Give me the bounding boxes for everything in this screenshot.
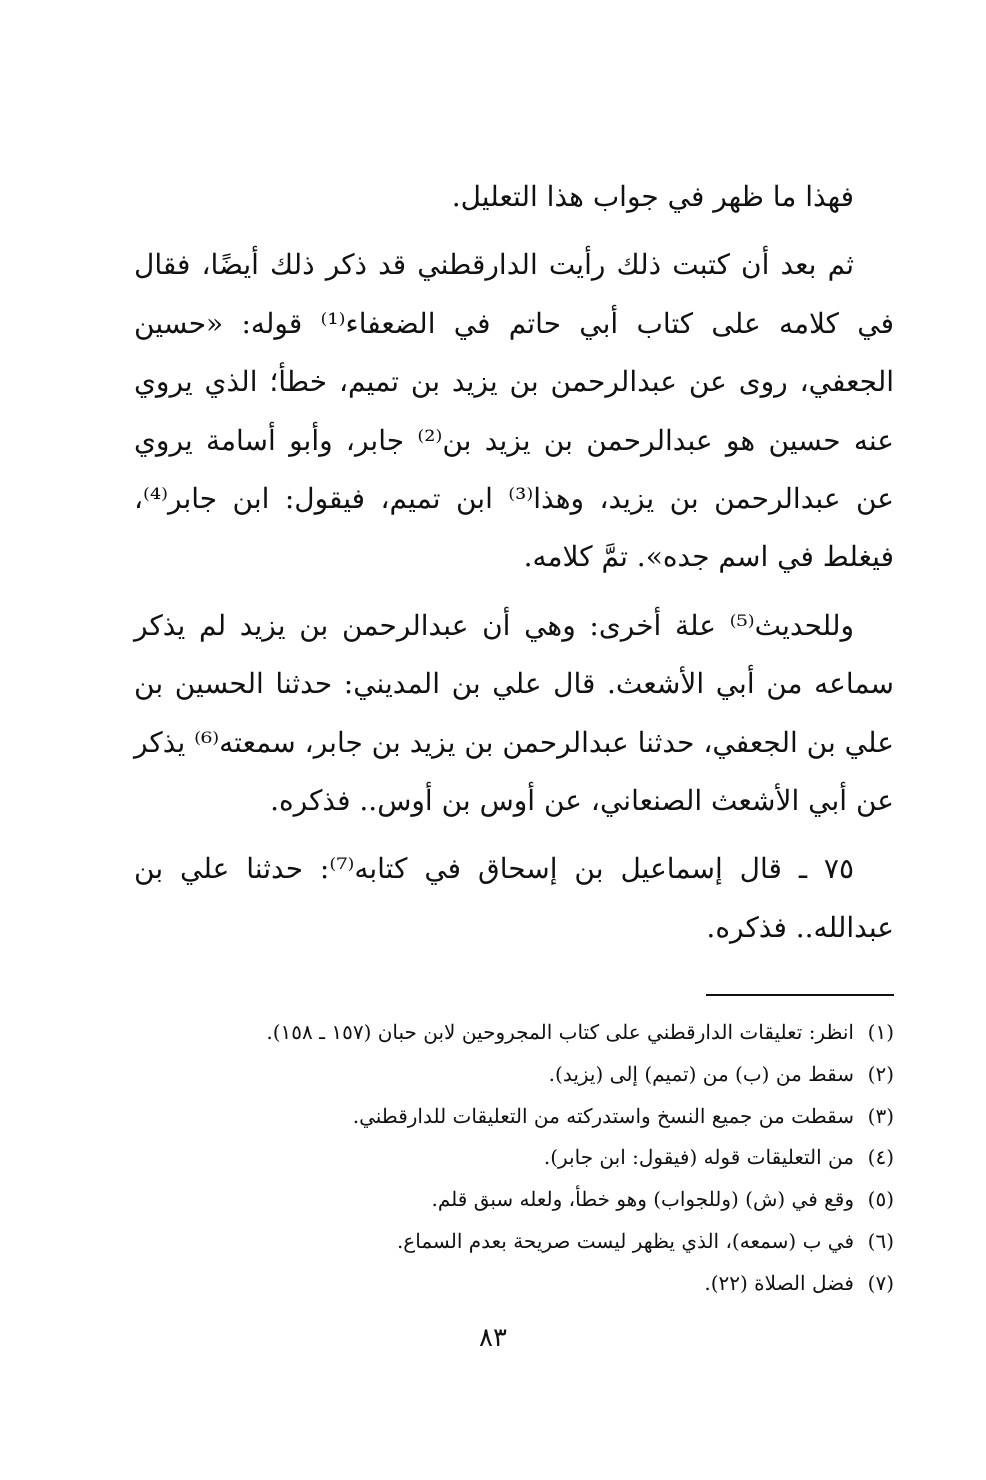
footnote-text: في ب (سمعه)، الذي يظهر ليست صريحة بعدم السماع. <box>396 1228 854 1253</box>
footnote-item <box>134 1263 894 1305</box>
footnote-number: (٦) <box>867 1228 894 1253</box>
footnote-item <box>134 1012 894 1054</box>
footnote-number: (٢) <box>867 1061 894 1086</box>
paragraph-3: وللحديث⁽⁵⁾ علة أخرى: وهي أن عبدالرحمن بن يزيد لم يذكر سماعه من أبي الأشعث. قال علي بن المديني: حدثنا الحسين بن علي بن الجعفي، حدثنا عبدالرحمن بن يزيد بن جابر، سمعته⁽⁶⁾ يذكر عن أبي الأشعث الصنعاني، عن أوس بن أوس.. فذكره. <box>133 608 894 818</box>
footnote-number: (١) <box>867 1020 894 1044</box>
page-number: ٨٣ <box>479 1323 507 1353</box>
footnote-item <box>134 1096 894 1138</box>
footnote-text: سقط من (ب) من (تميم) إلى (يزيد). <box>548 1061 854 1086</box>
paragraph-gap <box>134 587 894 597</box>
footnote-item <box>134 1054 894 1096</box>
paragraph-2: ثم بعد أن كتبت ذلك رأيت الدارقطني قد ذكر ذلك أيضًا، فقال في كلامه على كتاب أبي حاتم في الضعفاء⁽¹⁾ قوله: «حسين الجعفي، روى عن عبدالرحمن بن يزيد بن تميم، خطأ؛ الذي يروي عنه حسين هو عبدالرحمن بن يزيد بن⁽²⁾ جابر، وأبو أسامة يروي عن عبدالرحمن بن يزيد، وهذا⁽³⁾ ابن تميم، فيقول: ابن جابر⁽⁴⁾، فيغلط في اسم جده». تمَّ كلامه. <box>134 248 895 574</box>
footnote-separator <box>706 994 894 996</box>
paragraph-4: ٧٥ ـ قال إسماعيل بن إسحاق في كتابه⁽⁷⁾: حدثنا علي بن عبدالله.. فذكره. <box>134 852 894 944</box>
footnote-item <box>134 1137 894 1179</box>
paragraph-gap <box>134 226 894 236</box>
footnote-number: (٥) <box>867 1187 894 1212</box>
footnote-number: (٣) <box>867 1103 894 1128</box>
footnote-text: وقع في (ش) (وللجواب) وهو خطأ، ولعله سبق قلم. <box>431 1187 854 1212</box>
footnote-number: (٤) <box>867 1145 894 1170</box>
paragraph-gap <box>134 830 894 840</box>
footnotes <box>134 1012 894 1305</box>
footnote-item <box>134 1221 894 1263</box>
footnote-text: سقطت من جميع النسخ واستدركته من التعليقات للدارقطني. <box>352 1103 854 1128</box>
footnote-number: (٧) <box>867 1270 894 1295</box>
main-text <box>134 168 894 957</box>
paragraph-1: فهذا ما ظهر في جواب هذا التعليل. <box>451 180 854 213</box>
footnote-text: انظر: تعليقات الدارقطني على كتاب المجروحين لابن حبان (١٥٧ ـ ١٥٨). <box>266 1020 854 1044</box>
footnote-text: من التعليقات قوله (فيقول: ابن جابر). <box>543 1145 854 1170</box>
footnote-item <box>134 1179 894 1221</box>
footnote-text: فضل الصلاة (٢٢). <box>704 1270 854 1295</box>
